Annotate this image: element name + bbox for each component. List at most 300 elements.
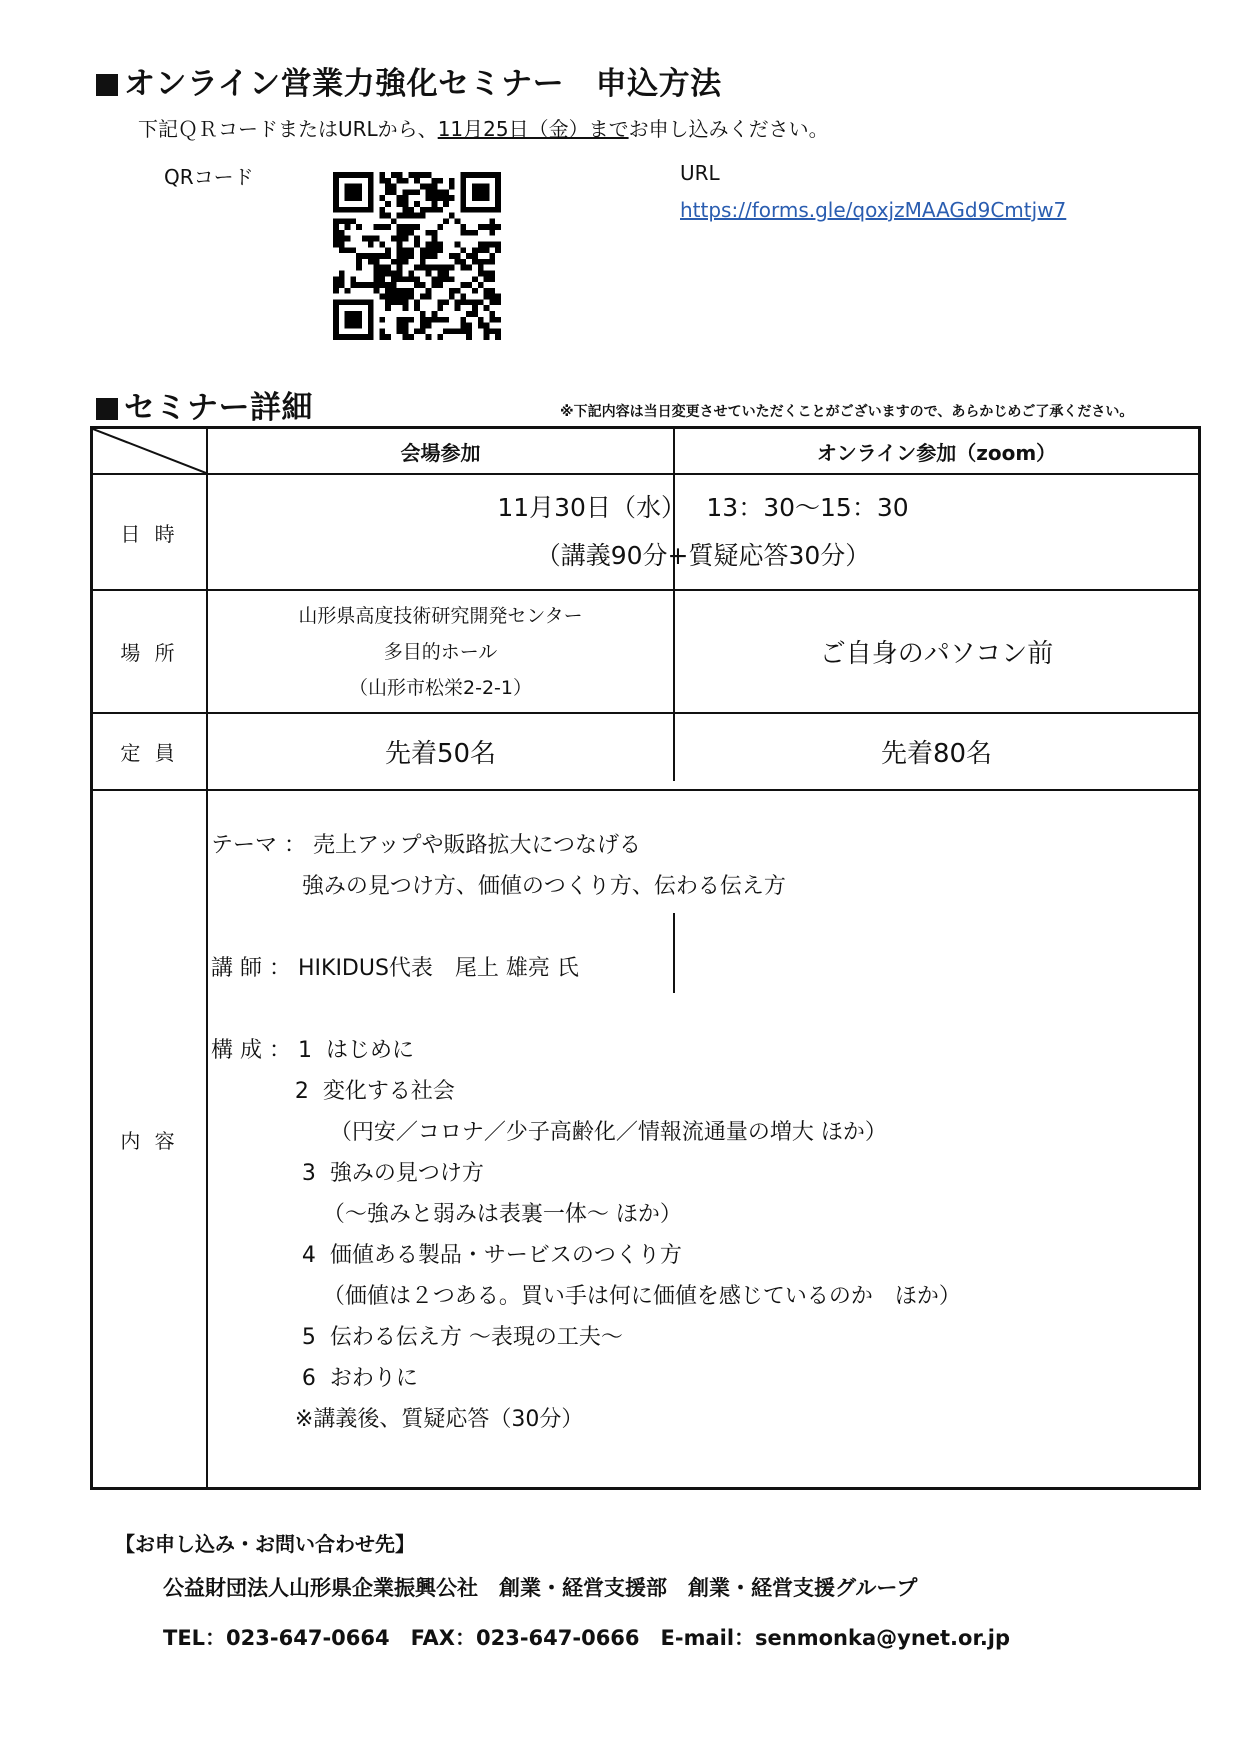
- qr-module: [379, 270, 385, 276]
- qr-module: [455, 305, 461, 311]
- qr-module: [368, 328, 374, 334]
- qr-module: [408, 317, 414, 323]
- qr-module: [484, 172, 490, 178]
- qr-module: [420, 323, 426, 329]
- qr-module: [356, 334, 362, 340]
- qr-module: [484, 242, 490, 248]
- qr-module: [495, 189, 501, 195]
- header-corner-diagonal: [93, 429, 206, 473]
- qr-module: [449, 276, 455, 282]
- qr-module: [426, 253, 432, 259]
- qr-module: [414, 172, 420, 178]
- qr-module: [414, 236, 420, 242]
- qr-module: [345, 195, 351, 201]
- qr-module: [466, 253, 472, 259]
- qr-module: [403, 276, 409, 282]
- qr-module: [489, 276, 495, 282]
- qr-module: [403, 189, 409, 195]
- qr-module: [379, 282, 385, 288]
- qr-module: [368, 195, 374, 201]
- qr-module: [414, 305, 420, 311]
- qr-module: [403, 305, 409, 311]
- qr-module: [397, 201, 403, 207]
- qr-module: [437, 334, 443, 340]
- qr-module: [356, 172, 362, 178]
- qr-module: [403, 334, 409, 340]
- qr-module: [403, 195, 409, 201]
- qr-module: [449, 213, 455, 219]
- qr-module: [339, 276, 345, 282]
- qr-module: [385, 299, 391, 305]
- qr-module: [368, 299, 374, 305]
- qr-module: [350, 189, 356, 195]
- qr-module: [397, 276, 403, 282]
- qr-module: [478, 270, 484, 276]
- qr-module: [408, 276, 414, 282]
- qr-module: [397, 224, 403, 230]
- qr-module: [345, 299, 351, 305]
- qr-module: [495, 224, 501, 230]
- qr-module: [466, 311, 472, 317]
- qr-module: [397, 294, 403, 300]
- qr-module: [443, 270, 449, 276]
- qr-module: [397, 172, 403, 178]
- qr-module: [460, 259, 466, 265]
- qr-module: [345, 207, 351, 213]
- qr-module: [495, 195, 501, 201]
- qr-module: [489, 299, 495, 305]
- qr-module: [374, 276, 380, 282]
- qr-module: [385, 213, 391, 219]
- qr-module: [478, 323, 484, 329]
- qr-module: [455, 299, 461, 305]
- qr-module: [403, 299, 409, 305]
- qr-module: [385, 184, 391, 190]
- qr-module: [362, 299, 368, 305]
- qr-module: [431, 189, 437, 195]
- qr-module: [339, 218, 345, 224]
- qr-module: [489, 294, 495, 300]
- qr-module: [478, 242, 484, 248]
- qr-module: [437, 242, 443, 248]
- qr-module: [414, 328, 420, 334]
- qr-module: [414, 213, 420, 219]
- qr-module: [379, 265, 385, 271]
- qr-module: [362, 334, 368, 340]
- qr-module: [408, 247, 414, 253]
- qr-module: [345, 189, 351, 195]
- qr-module: [339, 282, 345, 288]
- qr-module: [403, 288, 409, 294]
- qr-module: [333, 334, 339, 340]
- qr-module: [339, 230, 345, 236]
- qr-module: [356, 265, 362, 271]
- content-line: 6 おわりに: [211, 1366, 418, 1391]
- qr-module: [403, 178, 409, 184]
- qr-module: [437, 276, 443, 282]
- qr-module: [391, 294, 397, 300]
- qr-module: [374, 265, 380, 271]
- qr-module: [484, 247, 490, 253]
- qr-module: [408, 230, 414, 236]
- qr-module: [408, 213, 414, 219]
- qr-module: [489, 270, 495, 276]
- qr-module: [408, 294, 414, 300]
- qr-module: [495, 299, 501, 305]
- qr-module: [385, 270, 391, 276]
- qr-module: [472, 207, 478, 213]
- qr-module: [460, 294, 466, 300]
- qr-module: [356, 207, 362, 213]
- qr-module: [449, 294, 455, 300]
- qr-module: [420, 247, 426, 253]
- qr-module: [350, 195, 356, 201]
- qr-module: [420, 328, 426, 334]
- qr-module: [437, 247, 443, 253]
- qr-module: [472, 299, 478, 305]
- qr-module: [403, 247, 409, 253]
- qr-module: [368, 242, 374, 248]
- qr-module: [333, 288, 339, 294]
- qr-module: [437, 189, 443, 195]
- deadline: 11月25日（金）まで: [437, 117, 629, 141]
- qr-module: [397, 270, 403, 276]
- qr-module: [339, 207, 345, 213]
- qr-module: [420, 311, 426, 317]
- qr-module: [385, 334, 391, 340]
- qr-module: [466, 230, 472, 236]
- qr-module: [379, 207, 385, 213]
- qr-module: [478, 282, 484, 288]
- qr-module: [350, 247, 356, 253]
- qr-module: [414, 276, 420, 282]
- qr-module: [368, 323, 374, 329]
- qr-module: [374, 253, 380, 259]
- qr-module: [426, 317, 432, 323]
- qr-module: [431, 276, 437, 282]
- qr-module: [455, 253, 461, 259]
- qr-module: [391, 236, 397, 242]
- qr-module: [356, 317, 362, 323]
- qr-module: [368, 253, 374, 259]
- qr-module: [350, 218, 356, 224]
- qr-module: [368, 201, 374, 207]
- qr-module: [414, 201, 420, 207]
- qr-module: [408, 207, 414, 213]
- qr-module: [379, 253, 385, 259]
- qr-module: [333, 184, 339, 190]
- qr-module: [385, 247, 391, 253]
- qr-module: [391, 270, 397, 276]
- qr-module: [484, 184, 490, 190]
- qr-module: [437, 305, 443, 311]
- content-line: 5 伝わる伝え方 〜表現の工夫〜: [211, 1325, 623, 1350]
- qr-module: [460, 247, 466, 253]
- qr-label: QRコード: [164, 165, 254, 189]
- qr-module: [455, 288, 461, 294]
- qr-module: [362, 282, 368, 288]
- qr-module: [385, 282, 391, 288]
- qr-module: [431, 311, 437, 317]
- section-title-details: セミナー詳細: [96, 382, 313, 427]
- qr-module: [397, 230, 403, 236]
- qr-module: [397, 259, 403, 265]
- qr-module: [333, 172, 339, 178]
- qr-module: [397, 178, 403, 184]
- qr-module: [455, 259, 461, 265]
- qr-module: [408, 270, 414, 276]
- qr-module: [333, 178, 339, 184]
- square-bullet-icon: [96, 398, 118, 420]
- qr-module: [484, 270, 490, 276]
- qr-module: [356, 253, 362, 259]
- qr-module: [426, 270, 432, 276]
- content-line: テーマ ： 売上アップや販路拡大につなげる: [211, 833, 642, 858]
- change-notice: ※下記内容は当日変更させていただくことがございますので、あらかじめご了承ください。: [560, 404, 1134, 420]
- qr-module: [472, 276, 478, 282]
- qr-module: [484, 276, 490, 282]
- qr-module: [408, 189, 414, 195]
- content-line: （円安／コロナ／少子高齢化／情報流通量の増大 ほか）: [211, 1120, 887, 1145]
- qr-module: [408, 172, 414, 178]
- qr-module: [339, 236, 345, 242]
- qr-module: [489, 253, 495, 259]
- qr-module: [489, 328, 495, 334]
- qr-module: [333, 305, 339, 311]
- qr-module: [339, 299, 345, 305]
- qr-module: [350, 317, 356, 323]
- qr-module: [495, 328, 501, 334]
- table-divider: [93, 789, 1198, 791]
- qr-module: [345, 224, 351, 230]
- row-label-datetime: 日 時: [120, 521, 179, 546]
- qr-module: [368, 317, 374, 323]
- qr-module: [397, 242, 403, 248]
- application-intro: 下記ＱＲコードまたはURLから、11月25日（金）までお申し込みください。: [138, 117, 829, 141]
- qr-module: [426, 294, 432, 300]
- content-line: （〜強みと弱みは表裏一体〜 ほか）: [211, 1202, 682, 1227]
- qr-module: [368, 305, 374, 311]
- qr-module: [333, 299, 339, 305]
- qr-module: [379, 242, 385, 248]
- qr-module: [472, 259, 478, 265]
- qr-module: [431, 265, 437, 271]
- qr-module: [460, 184, 466, 190]
- qr-module: [403, 323, 409, 329]
- qr-module: [420, 282, 426, 288]
- qr-module: [449, 328, 455, 334]
- qr-module: [431, 195, 437, 201]
- qr-module: [408, 334, 414, 340]
- qr-module: [443, 195, 449, 201]
- content-line: 講 師 ： HIKIDUS代表 尾上 雄亮 氏: [211, 956, 579, 981]
- qr-module: [391, 172, 397, 178]
- qr-module: [426, 172, 432, 178]
- venue-address: （山形市松栄2-2-1）: [349, 676, 532, 699]
- qr-module: [443, 328, 449, 334]
- row-label-place: 場 所: [120, 641, 179, 665]
- qr-module: [484, 334, 490, 340]
- qr-module: [420, 184, 426, 190]
- qr-module: [484, 195, 490, 201]
- qr-module: [350, 276, 356, 282]
- qr-module: [350, 334, 356, 340]
- qr-module: [333, 328, 339, 334]
- qr-module: [403, 207, 409, 213]
- qr-module: [478, 195, 484, 201]
- qr-module: [460, 224, 466, 230]
- qr-module: [403, 259, 409, 265]
- qr-module: [379, 172, 385, 178]
- qr-module: [379, 195, 385, 201]
- qr-module: [478, 259, 484, 265]
- qr-module: [431, 207, 437, 213]
- qr-module: [379, 328, 385, 334]
- qr-module: [437, 282, 443, 288]
- qr-module: [472, 189, 478, 195]
- qr-module: [385, 178, 391, 184]
- column-header-venue: 会場参加: [400, 440, 481, 465]
- content-line: 2 変化する社会: [211, 1079, 455, 1104]
- qr-module: [333, 323, 339, 329]
- qr-module: [345, 236, 351, 242]
- qr-module: [339, 247, 345, 253]
- qr-module: [385, 201, 391, 207]
- qr-module: [333, 201, 339, 207]
- qr-module: [368, 184, 374, 190]
- qr-module: [466, 172, 472, 178]
- qr-module: [403, 236, 409, 242]
- qr-module: [391, 282, 397, 288]
- qr-module: [472, 195, 478, 201]
- qr-module: [408, 288, 414, 294]
- qr-module: [426, 184, 432, 190]
- qr-module: [345, 218, 351, 224]
- qr-module: [484, 189, 490, 195]
- qr-module: [385, 288, 391, 294]
- qr-module: [345, 317, 351, 323]
- qr-module: [368, 178, 374, 184]
- qr-module: [460, 189, 466, 195]
- qr-module: [437, 265, 443, 271]
- qr-module: [466, 282, 472, 288]
- qr-module: [333, 189, 339, 195]
- qr-module: [356, 195, 362, 201]
- qr-module: [437, 270, 443, 276]
- qr-module: [431, 230, 437, 236]
- qr-module: [472, 311, 478, 317]
- qr-module: [449, 195, 455, 201]
- qr-module: [350, 299, 356, 305]
- qr-module: [403, 224, 409, 230]
- qr-module: [333, 207, 339, 213]
- qr-module: [437, 195, 443, 201]
- qr-module: [379, 334, 385, 340]
- qr-module: [460, 328, 466, 334]
- qr-module: [460, 207, 466, 213]
- row-label-capacity: 定 員: [120, 741, 179, 765]
- qr-module: [426, 195, 432, 201]
- qr-module: [356, 184, 362, 190]
- qr-module: [385, 305, 391, 311]
- qr-module: [379, 276, 385, 282]
- qr-module: [362, 207, 368, 213]
- qr-module: [495, 334, 501, 340]
- qr-module: [478, 224, 484, 230]
- qr-module: [431, 253, 437, 259]
- qr-module: [489, 172, 495, 178]
- qr-module: [368, 334, 374, 340]
- qr-module: [345, 172, 351, 178]
- qr-module: [420, 265, 426, 271]
- qr-module: [420, 317, 426, 323]
- qr-module: [460, 323, 466, 329]
- qr-module: [397, 247, 403, 253]
- qr-module: [414, 189, 420, 195]
- qr-module: [374, 224, 380, 230]
- qr-module: [443, 189, 449, 195]
- qr-module: [449, 265, 455, 271]
- qr-module: [460, 299, 466, 305]
- qr-module: [420, 207, 426, 213]
- qr-module: [368, 172, 374, 178]
- contact-details: TEL：023-647-0664 FAX：023-647-0666 E-mail：senmonka@ynet.or.jp: [163, 1626, 1011, 1650]
- qr-module: [356, 323, 362, 329]
- qr-module: [489, 230, 495, 236]
- qr-module: [472, 305, 478, 311]
- qr-module: [368, 189, 374, 195]
- content-line: 4 価値ある製品・サービスのつくり方: [211, 1243, 682, 1268]
- qr-module: [495, 207, 501, 213]
- qr-module: [408, 253, 414, 259]
- qr-module: [345, 247, 351, 253]
- qr-module: [426, 334, 432, 340]
- qr-module: [478, 247, 484, 253]
- qr-module: [391, 276, 397, 282]
- qr-code-image[interactable]: [333, 172, 501, 340]
- qr-module: [443, 201, 449, 207]
- qr-module: [385, 265, 391, 271]
- qr-module: [350, 184, 356, 190]
- qr-module: [397, 195, 403, 201]
- application-url-link[interactable]: https://forms.gle/qoxjzMAAGd9Cmtjw7: [680, 198, 1067, 222]
- qr-module: [443, 265, 449, 271]
- qr-module: [466, 334, 472, 340]
- qr-module: [391, 218, 397, 224]
- qr-module: [460, 317, 466, 323]
- content-line: 3 強みの見つけ方: [211, 1161, 484, 1186]
- qr-module: [362, 236, 368, 242]
- qr-module: [420, 172, 426, 178]
- content-line: （価値は２つある。買い手は何に価値を感じているのか ほか）: [211, 1284, 961, 1309]
- qr-module: [455, 242, 461, 248]
- qr-module: [339, 334, 345, 340]
- qr-module: [455, 218, 461, 224]
- qr-module: [374, 288, 380, 294]
- qr-module: [333, 195, 339, 201]
- qr-module: [420, 259, 426, 265]
- capacity-online-cell: 先着80名: [880, 739, 993, 769]
- qr-module: [362, 172, 368, 178]
- qr-module: [385, 253, 391, 259]
- qr-module: [333, 236, 339, 242]
- qr-module: [472, 253, 478, 259]
- contact-organization: 公益財団法人山形県企業振興公社 創業・経営支援部 創業・経営支援グループ: [163, 1576, 918, 1600]
- content-line: 強みの見つけ方、価値のつくり方、伝わる伝え方: [211, 874, 786, 899]
- qr-module: [403, 213, 409, 219]
- qr-module: [466, 207, 472, 213]
- qr-module: [339, 242, 345, 248]
